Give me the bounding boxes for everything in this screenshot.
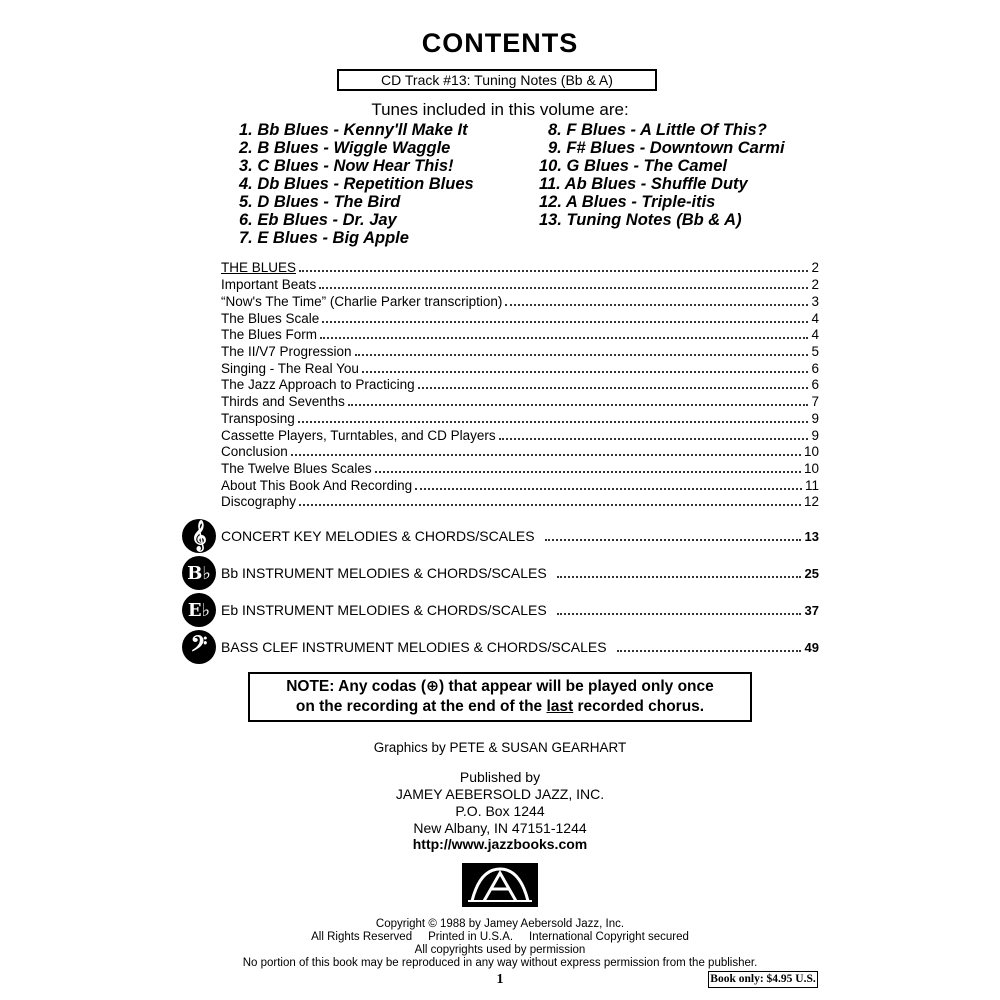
dot-leader <box>375 471 801 473</box>
publisher-po-box: P.O. Box 1244 <box>455 803 545 819</box>
toc-label: The II/V7 Progression <box>221 344 352 359</box>
dot-leader <box>298 421 809 423</box>
toc-label: Discography <box>221 494 297 509</box>
toc-page: 4 <box>811 311 819 326</box>
tune-item: 2. B Blues - Wiggle Waggle <box>239 139 451 157</box>
toc-page: 5 <box>811 344 819 359</box>
toc-row <box>221 492 819 509</box>
permission-line: All copyrights used by permission <box>414 944 586 956</box>
dot-leader <box>499 438 809 440</box>
toc-label: Transposing <box>221 411 295 426</box>
toc-label: The Twelve Blues Scales <box>221 461 372 476</box>
page-number: 1 <box>496 972 504 987</box>
tune-item: 4. Db Blues - Repetition Blues <box>239 175 474 193</box>
toc-row <box>221 392 819 409</box>
tune-item: 5. D Blues - The Bird <box>239 193 401 211</box>
tune-item: 1. Bb Blues - Kenny'll Make It <box>239 121 468 139</box>
toc-page: 7 <box>811 394 819 409</box>
note-text: recorded chorus. <box>573 698 705 715</box>
toc-row <box>221 459 819 476</box>
toc-row <box>221 409 819 426</box>
toc-label: The Blues Form <box>221 327 318 342</box>
tune-item: 9. F# Blues - Downtown Carmi <box>548 139 785 157</box>
toc-page: 6 <box>811 377 819 392</box>
b-flat-icon: B♭ <box>182 556 216 590</box>
toc-label: Thirds and Sevenths <box>221 394 345 409</box>
section-label: Eb INSTRUMENT MELODIES & CHORDS/SCALES <box>221 602 547 618</box>
publisher-logo <box>462 863 538 907</box>
publisher-label: Published by <box>459 769 541 785</box>
tune-item: 12. A Blues - Triple-itis <box>539 193 716 211</box>
section-label: Bb INSTRUMENT MELODIES & CHORDS/SCALES <box>221 565 547 581</box>
section-label: BASS CLEF INSTRUMENT MELODIES & CHORDS/SCALES <box>221 639 607 655</box>
toc-page: 12 <box>803 494 819 509</box>
copyright-line: Copyright © 1988 by Jamey Aebersold Jazz, Inc. <box>375 918 625 930</box>
tune-item: 13. Tuning Notes (Bb & A) <box>539 211 742 229</box>
note-line-2 <box>250 697 750 717</box>
toc-row <box>221 476 819 493</box>
dot-leader <box>557 576 801 578</box>
section-page: 25 <box>804 565 819 581</box>
rights-line: All Rights Reserved Printed in U.S.A. International Copyright secured <box>311 931 689 943</box>
toc-page: 6 <box>811 361 819 376</box>
dot-leader <box>319 287 808 289</box>
bass-clef-icon: 𝄢 <box>182 630 216 664</box>
toc-page: 9 <box>811 411 819 426</box>
tune-item: 3. C Blues - Now Hear This! <box>239 157 454 175</box>
dot-leader <box>291 454 801 456</box>
section-row <box>182 519 819 553</box>
tunes-intro: Tunes included in this volume are: <box>371 100 629 119</box>
dot-leader <box>617 650 801 652</box>
toc-page: 3 <box>811 294 819 309</box>
note-text: on the recording at the end of the <box>295 698 547 715</box>
toc-page: 10 <box>803 444 819 459</box>
section-row <box>182 556 819 590</box>
toc-page: 2 <box>811 260 819 275</box>
toc-row <box>221 342 819 359</box>
page-title: CONTENTS <box>421 28 579 58</box>
note-line-1: NOTE: Any codas (⊕) that appear will be played only once <box>286 678 714 695</box>
section-label: CONCERT KEY MELODIES & CHORDS/SCALES <box>221 528 535 544</box>
toc-row <box>221 258 819 275</box>
toc-page: 4 <box>811 327 819 342</box>
reproduction-notice: No portion of this book may be reproduced in any way without express permission from the publisher. <box>242 957 758 969</box>
toc-label: The Jazz Approach to Practicing <box>221 377 415 392</box>
note-box <box>248 672 752 722</box>
toc-row <box>221 442 819 459</box>
dot-leader <box>362 371 809 373</box>
price-box: Book only: $4.95 U.S. <box>708 971 818 988</box>
cd-track-box: CD Track #13: Tuning Notes (Bb & A) <box>337 69 657 91</box>
toc-page: 11 <box>804 478 819 493</box>
dot-leader <box>505 304 808 306</box>
dot-leader <box>415 488 802 490</box>
e-flat-icon: E♭ <box>182 593 216 627</box>
toc-label: Important Beats <box>221 277 317 292</box>
dot-leader <box>348 404 809 406</box>
dot-leader <box>545 539 801 541</box>
toc-label: About This Book And Recording <box>221 478 413 493</box>
toc-row <box>221 325 819 342</box>
dot-leader <box>299 270 808 272</box>
dot-leader <box>299 504 801 506</box>
tune-item: 8. F Blues - A Little Of This? <box>548 121 767 139</box>
publisher-name: JAMEY AEBERSOLD JAZZ, INC. <box>395 786 605 802</box>
logo-mark-icon <box>462 863 538 907</box>
toc-label: THE BLUES <box>221 260 297 275</box>
graphics-credit: Graphics by PETE & SUSAN GEARHART <box>373 740 627 755</box>
toc-row <box>221 309 819 326</box>
toc-label: The Blues Scale <box>221 311 320 326</box>
tune-item: 10. G Blues - The Camel <box>539 157 727 175</box>
dot-leader <box>320 337 808 339</box>
section-row <box>182 630 819 664</box>
section-page: 13 <box>804 528 819 544</box>
tune-item: 6. Eb Blues - Dr. Jay <box>239 211 397 229</box>
toc-label: Singing - The Real You <box>221 361 359 376</box>
toc-label: Cassette Players, Turntables, and CD Players <box>221 428 496 443</box>
toc-row <box>221 375 819 392</box>
toc-label: Conclusion <box>221 444 288 459</box>
toc-row <box>221 275 819 292</box>
dot-leader <box>418 387 809 389</box>
section-page: 37 <box>804 602 819 618</box>
toc-label: “Now's The Time” (Charlie Parker transcription) <box>221 294 503 309</box>
publisher-url: http://www.jazzbooks.com <box>412 836 588 852</box>
toc-row <box>221 426 819 443</box>
toc-row <box>221 359 819 376</box>
note-emphasis: last <box>546 698 574 715</box>
toc-row <box>221 292 819 309</box>
toc-page: 9 <box>811 428 819 443</box>
tune-item: 7. E Blues - Big Apple <box>239 229 409 247</box>
toc-page: 10 <box>803 461 819 476</box>
toc-page: 2 <box>811 277 819 292</box>
publisher-city: New Albany, IN 47151-1244 <box>413 820 587 836</box>
treble-clef-icon: 𝄞 <box>182 519 216 553</box>
dot-leader <box>355 354 809 356</box>
section-row <box>182 593 819 627</box>
dot-leader <box>322 321 808 323</box>
dot-leader <box>557 613 801 615</box>
section-page: 49 <box>804 639 819 655</box>
tune-item: 11. Ab Blues - Shuffle Duty <box>539 175 748 193</box>
